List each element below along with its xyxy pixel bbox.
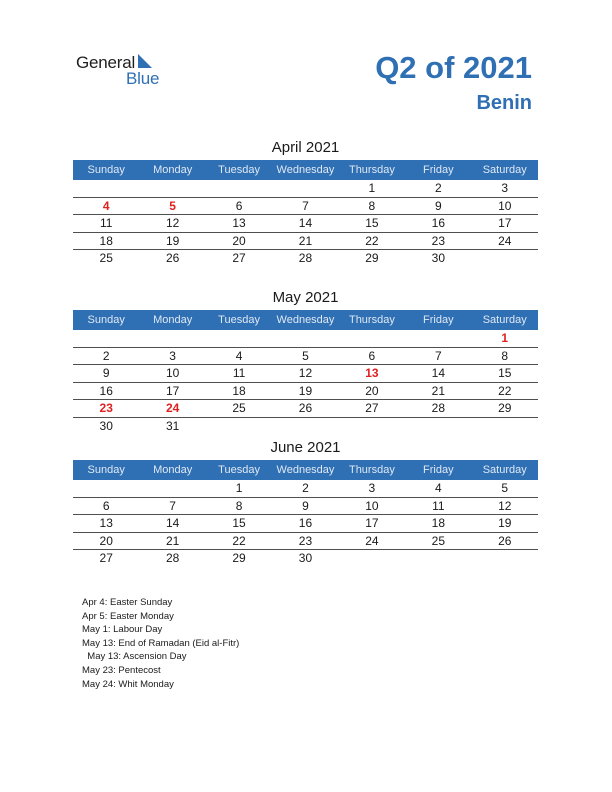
day-cell: 29 (365, 251, 379, 265)
empty-day-cell (339, 418, 405, 436)
weekday-label: Friday (423, 464, 454, 476)
day-cell: 20 (99, 533, 113, 548)
empty-day-cell (139, 330, 205, 347)
holiday-note: Apr 5: Easter Monday (82, 610, 174, 622)
day-cell: 6 (102, 498, 110, 513)
day-cell: 21 (165, 533, 180, 548)
day-cell: 13 (99, 516, 113, 530)
day-cell: 3 (169, 348, 176, 363)
day-cell: 1 (368, 181, 376, 195)
day-cell: 9 (434, 198, 442, 213)
day-cell: 9 (102, 366, 110, 380)
empty-day-cell (405, 418, 471, 436)
day-cell: 12 (298, 366, 313, 380)
empty-day-cell (272, 330, 338, 347)
day-cell: 28 (298, 251, 313, 265)
day-cell: 13 (232, 216, 246, 230)
weekday-label: Wednesday (276, 314, 335, 326)
empty-day-cell (206, 180, 272, 197)
day-cell: 31 (165, 418, 180, 433)
week-row (73, 400, 538, 418)
empty-day-cell (139, 180, 205, 197)
day-cell: 6 (235, 198, 243, 213)
day-cell: 16 (298, 516, 313, 530)
day-cell: 26 (298, 401, 313, 415)
day-cell: 18 (232, 383, 246, 398)
week-row (73, 418, 538, 436)
logo-triangle-icon (138, 54, 152, 68)
day-cell: 19 (498, 516, 512, 530)
week-row (73, 480, 538, 498)
empty-day-cell (272, 180, 338, 197)
day-cell: 5 (501, 481, 509, 495)
week-row (73, 498, 538, 516)
day-cell: 26 (498, 533, 512, 548)
day-cell: 30 (99, 418, 113, 433)
weekday-label: Monday (153, 314, 193, 326)
empty-day-cell (73, 330, 139, 347)
day-cell: 24 (165, 401, 180, 415)
day-cell: 16 (431, 216, 445, 230)
weekday-label: Monday (153, 464, 193, 476)
weekday-header (73, 160, 538, 180)
day-cell: 23 (298, 533, 313, 548)
week-row (73, 198, 538, 216)
day-cell: 14 (298, 216, 313, 230)
weekday-label: Friday (423, 164, 454, 176)
week-row (73, 348, 538, 366)
day-cell: 8 (501, 348, 509, 363)
day-cell: 28 (165, 551, 180, 565)
day-cell: 20 (232, 233, 246, 248)
day-cell: 7 (169, 498, 176, 513)
empty-day-cell (472, 250, 538, 268)
day-cell: 7 (302, 198, 309, 213)
day-cell: 30 (431, 251, 445, 265)
day-cell: 10 (165, 366, 180, 380)
week-row (73, 383, 538, 401)
weekday-label: Saturday (482, 464, 527, 476)
day-cell: 3 (368, 481, 376, 495)
day-cell: 13 (365, 366, 379, 380)
weekday-label: Monday (153, 164, 193, 176)
day-cell: 15 (498, 366, 512, 380)
weekday-label: Thursday (348, 314, 395, 326)
weekday-label: Sunday (87, 314, 125, 326)
empty-day-cell (405, 550, 471, 568)
day-cell: 16 (99, 383, 113, 398)
week-row (73, 365, 538, 383)
day-cell: 27 (232, 251, 246, 265)
day-cell: 22 (232, 533, 246, 548)
holiday-note: May 13: Ascension Day (82, 651, 187, 663)
logo-text-general: General (76, 53, 136, 72)
day-cell: 25 (99, 251, 113, 265)
day-cell: 11 (432, 498, 445, 513)
day-cell: 10 (365, 498, 379, 513)
weekday-label: Saturday (482, 164, 527, 176)
holiday-note: May 23: Pentecost (82, 664, 161, 676)
empty-day-cell (405, 330, 471, 347)
month-title: June 2021 (270, 439, 341, 456)
empty-day-cell (272, 418, 338, 436)
day-cell: 1 (501, 331, 509, 345)
week-row (73, 233, 538, 251)
empty-day-cell (472, 550, 538, 568)
day-cell: 27 (99, 551, 113, 565)
weekday-label: Friday (423, 314, 454, 326)
month-title: May 2021 (272, 289, 339, 306)
week-row (73, 550, 538, 568)
weekday-label: Wednesday (276, 164, 335, 176)
day-cell: 18 (431, 516, 445, 530)
day-cell: 2 (302, 481, 309, 495)
empty-day-cell (472, 418, 538, 436)
holiday-note: May 24: Whit Monday (82, 678, 174, 690)
weekday-label: Thursday (348, 164, 395, 176)
holiday-note: May 13: End of Ramadan (Eid al-Fitr) (82, 637, 240, 649)
day-cell: 5 (169, 198, 176, 213)
weekday-label: Tuesday (218, 464, 260, 476)
weekday-label: Wednesday (276, 464, 335, 476)
page-subtitle: Benin (476, 92, 532, 114)
day-cell: 27 (365, 401, 379, 415)
week-row (73, 180, 538, 198)
day-cell: 4 (235, 348, 243, 363)
day-cell: 7 (434, 348, 442, 363)
day-cell: 2 (102, 348, 110, 363)
day-cell: 4 (102, 198, 110, 213)
holiday-notes (82, 596, 239, 691)
month-june (73, 437, 538, 568)
day-cell: 8 (235, 498, 243, 513)
day-cell: 14 (431, 366, 445, 380)
empty-day-cell (206, 418, 272, 436)
weekday-label: Thursday (348, 464, 395, 476)
month-april (73, 137, 538, 268)
month-title: April 2021 (271, 139, 340, 156)
day-cell: 10 (498, 198, 512, 213)
holiday-note: May 1: Labour Day (82, 624, 163, 636)
day-cell: 18 (99, 233, 113, 248)
day-cell: 25 (232, 401, 246, 415)
day-cell: 3 (501, 181, 509, 195)
weekday-header (73, 460, 538, 480)
week-row (73, 250, 538, 268)
day-cell: 14 (165, 516, 180, 530)
day-cell: 22 (365, 233, 379, 248)
day-cell: 30 (298, 551, 313, 565)
day-cell: 20 (365, 383, 379, 398)
day-cell: 11 (232, 366, 246, 380)
weekday-label: Sunday (87, 464, 125, 476)
day-cell: 12 (498, 498, 512, 513)
day-cell: 23 (99, 401, 113, 415)
day-cell: 28 (431, 401, 445, 415)
day-cell: 24 (498, 233, 512, 248)
week-row (73, 330, 538, 348)
day-cell: 19 (298, 383, 313, 398)
day-cell: 11 (99, 216, 113, 230)
weekday-label: Tuesday (218, 164, 260, 176)
day-cell: 15 (232, 516, 246, 530)
day-cell: 23 (431, 233, 445, 248)
day-cell: 25 (431, 533, 445, 548)
day-cell: 17 (165, 383, 180, 398)
weekday-label: Sunday (87, 164, 125, 176)
page-title: Q2 of 2021 (375, 50, 532, 85)
day-cell: 4 (434, 481, 442, 495)
holiday-note: Apr 4: Easter Sunday (82, 597, 173, 608)
weekday-label: Saturday (482, 314, 527, 326)
day-cell: 5 (302, 348, 309, 363)
empty-day-cell (73, 180, 139, 197)
weekday-label: Tuesday (218, 314, 260, 326)
day-cell: 17 (498, 216, 512, 230)
day-cell: 29 (232, 551, 246, 565)
month-may (73, 287, 538, 435)
day-cell: 9 (302, 498, 309, 513)
logo (76, 52, 176, 92)
empty-day-cell (206, 330, 272, 347)
week-row (73, 515, 538, 533)
day-cell: 15 (365, 216, 379, 230)
week-row (73, 533, 538, 551)
day-cell: 24 (365, 533, 379, 548)
empty-day-cell (73, 480, 139, 497)
empty-day-cell (339, 550, 405, 568)
day-cell: 26 (165, 251, 180, 265)
day-cell: 8 (368, 198, 376, 213)
day-cell: 21 (431, 383, 445, 398)
day-cell: 29 (498, 401, 512, 415)
day-cell: 17 (365, 516, 379, 530)
day-cell: 22 (498, 383, 512, 398)
day-cell: 2 (434, 181, 442, 195)
day-cell: 1 (235, 481, 243, 495)
day-cell: 12 (165, 216, 180, 230)
weekday-header (73, 310, 538, 330)
day-cell: 6 (368, 348, 376, 363)
week-row (73, 215, 538, 233)
empty-day-cell (339, 330, 405, 347)
day-cell: 19 (165, 233, 180, 248)
day-cell: 21 (298, 233, 313, 248)
empty-day-cell (139, 480, 205, 497)
logo-text-blue: Blue (126, 69, 160, 88)
